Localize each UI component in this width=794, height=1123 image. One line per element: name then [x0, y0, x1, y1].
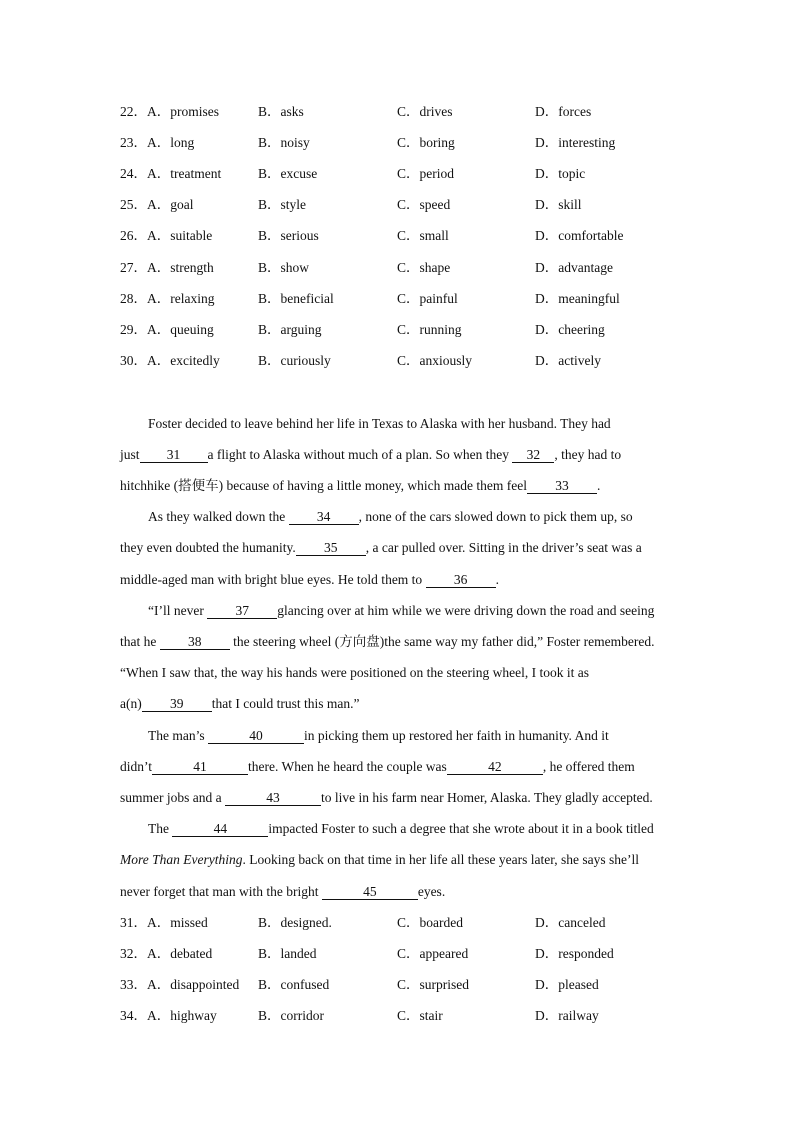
question-number: 29．: [120, 322, 147, 337]
blank-44: 44: [172, 822, 268, 837]
option-a-text: A．promises: [147, 104, 219, 119]
passage-line: [0, 694, 794, 714]
text-segment: a(n): [120, 696, 142, 711]
text-segment: to live in his farm near Homer, Alaska. They gladly accepted.: [320, 790, 653, 805]
option-a-text: A．disappointed: [147, 977, 240, 992]
option-c: C．shape: [397, 260, 451, 275]
option-a-text: A．long: [147, 135, 195, 150]
book-title: More Than Everything: [120, 852, 243, 867]
passage-line: [0, 788, 794, 808]
text-segment: , none of the cars slowed down to pick them up, so: [358, 509, 633, 524]
option-b: B．excuse: [258, 166, 318, 181]
question-number: 33．: [120, 977, 147, 992]
option-a: [120, 289, 214, 309]
option-c: C．period: [397, 166, 454, 181]
blank-34: 34: [289, 510, 359, 525]
option-c: C．boarded: [397, 915, 463, 930]
option-d: D．pleased: [535, 977, 599, 992]
question-options-row: [0, 258, 794, 278]
text-segment: , he offered them: [542, 759, 635, 774]
option-d: D．canceled: [535, 915, 606, 930]
blank-32: 32: [512, 448, 554, 463]
option-b: B．serious: [258, 228, 319, 243]
text-segment: glancing over at him while we were driving down the road and seeing: [277, 603, 655, 618]
option-a-text: A．debated: [147, 946, 213, 961]
passage-text: Foster decided to leave behind her life in Texas to Alaska with her husband. They had: [148, 416, 611, 431]
passage-line: [0, 726, 794, 746]
passage-line: [0, 538, 794, 558]
option-d: D．cheering: [535, 322, 605, 337]
option-b: B．arguing: [258, 322, 322, 337]
passage-text: [148, 507, 633, 527]
text-segment: .: [597, 478, 601, 493]
blank-40: 40: [208, 729, 304, 744]
passage-text: [120, 570, 499, 590]
text-segment: never forget that man with the bright: [120, 884, 319, 899]
passage-line: [0, 601, 794, 621]
option-a-text: A．missed: [147, 915, 208, 930]
passage-text: [148, 601, 654, 621]
option-a: [120, 102, 219, 122]
question-number: 23．: [120, 135, 147, 150]
text-segment: The: [148, 821, 169, 836]
option-d: D．advantage: [535, 260, 613, 275]
text-segment: they even doubted the humanity.: [120, 540, 296, 555]
option-a-text: A．excitedly: [147, 353, 220, 368]
question-options-row: [0, 944, 794, 964]
option-a-text: A．queuing: [147, 322, 214, 337]
text-segment: in picking them up restored her faith in humanity. And it: [304, 728, 609, 743]
option-c: C．small: [397, 228, 449, 243]
option-d: D．interesting: [535, 135, 616, 150]
option-a: [120, 351, 220, 371]
text-segment: . Looking back on that time in her life all these years later, she says she’ll: [242, 852, 639, 867]
passage-line: [0, 882, 794, 902]
option-a: [120, 1006, 217, 1026]
passage-text: [120, 788, 653, 808]
question-options-row: [0, 164, 794, 184]
option-b: B．asks: [258, 104, 304, 119]
question-number: 28．: [120, 291, 147, 306]
text-segment: impacted Foster to such a degree that she wrote about it in a book titled: [268, 821, 654, 836]
option-c: C．running: [397, 322, 462, 337]
passage-text: [120, 757, 635, 777]
question-number: 25．: [120, 197, 147, 212]
blank-35: 35: [296, 541, 366, 556]
question-options-row: [0, 320, 794, 340]
question-number: 22．: [120, 104, 147, 119]
question-options-row: [0, 289, 794, 309]
passage-line: [0, 757, 794, 777]
question-number: 24．: [120, 166, 147, 181]
text-segment: just: [120, 447, 140, 462]
option-c: C．drives: [397, 104, 453, 119]
question-options-row: [0, 351, 794, 371]
text-segment: , a car pulled over. Sitting in the driver’s seat was a: [365, 540, 642, 555]
option-b: B．confused: [258, 977, 330, 992]
option-c: C．surprised: [397, 977, 469, 992]
text-segment: summer jobs and a: [120, 790, 222, 805]
text-segment: the steering wheel (方向盘)the same way my father did,” Foster remembered.: [233, 634, 655, 649]
question-number: 32．: [120, 946, 147, 961]
blank-42: 42: [447, 760, 543, 775]
option-d: D．actively: [535, 353, 601, 368]
text-segment: eyes.: [417, 884, 446, 899]
option-c: C．speed: [397, 197, 451, 212]
passage-line: [0, 663, 794, 683]
blank-37: 37: [207, 604, 277, 619]
option-b: B．beneficial: [258, 291, 334, 306]
question-options-row: [0, 133, 794, 153]
text-segment: there. When he heard the couple was: [248, 759, 447, 774]
option-d: D．responded: [535, 946, 614, 961]
option-a: [120, 133, 194, 153]
option-a: [120, 195, 194, 215]
text-segment: hitchhike (搭便车) because of having a little money, which made them feel: [120, 478, 527, 493]
passage-text: [120, 882, 445, 902]
blank-39: 39: [142, 697, 212, 712]
passage-text: [120, 445, 621, 465]
blank-45: 45: [322, 885, 418, 900]
question-options-row: [0, 226, 794, 246]
option-b: B．curiously: [258, 353, 331, 368]
passage-line: [0, 850, 794, 870]
passage-line: [0, 445, 794, 465]
option-b: B．designed.: [258, 915, 332, 930]
text-segment: “I’ll never: [148, 603, 204, 618]
passage-line: [0, 570, 794, 590]
text-segment: that he: [120, 634, 157, 649]
option-b: B．landed: [258, 946, 317, 961]
option-d: D．topic: [535, 166, 586, 181]
option-b: B．show: [258, 260, 310, 275]
option-a-text: A．relaxing: [147, 291, 215, 306]
passage-text: [120, 850, 639, 870]
option-a: [120, 258, 214, 278]
text-segment: middle-aged man with bright blue eyes. He told them to: [120, 572, 423, 587]
option-d: D．forces: [535, 104, 592, 119]
text-segment: a flight to Alaska without much of a plan. So when they: [207, 447, 509, 462]
blank-41: 41: [152, 760, 248, 775]
passage-line: [0, 632, 794, 652]
blank-33: 33: [527, 479, 597, 494]
option-a: [120, 320, 214, 340]
question-options-row: [0, 195, 794, 215]
passage-line: [0, 507, 794, 527]
blank-36: 36: [426, 573, 496, 588]
question-number: 34．: [120, 1008, 147, 1023]
passage-text: [120, 476, 600, 496]
option-c: C．appeared: [397, 946, 469, 961]
blank-38: 38: [160, 635, 230, 650]
option-a-text: A．suitable: [147, 228, 213, 243]
passage-text: [120, 694, 359, 714]
option-a-text: A．goal: [147, 197, 194, 212]
text-segment: As they walked down the: [148, 509, 286, 524]
question-number: 31．: [120, 915, 147, 930]
option-c: C．stair: [397, 1008, 443, 1023]
option-c: C．painful: [397, 291, 458, 306]
option-c: C．boring: [397, 135, 455, 150]
text-segment: didn’t: [120, 759, 153, 774]
option-a-text: A．strength: [147, 260, 214, 275]
question-number: 26．: [120, 228, 147, 243]
question-options-row: [0, 102, 794, 122]
option-a: [120, 975, 239, 995]
option-c: C．anxiously: [397, 353, 473, 368]
option-a-text: A．highway: [147, 1008, 217, 1023]
passage-text: [148, 819, 654, 839]
option-d: D．meaningful: [535, 291, 620, 306]
blank-43: 43: [225, 791, 321, 806]
blank-31: 31: [140, 448, 208, 463]
option-a: [120, 913, 208, 933]
text-segment: .: [495, 572, 499, 587]
text-segment: that I could trust this man.”: [211, 696, 360, 711]
option-a: [120, 226, 212, 246]
option-b: B．noisy: [258, 135, 310, 150]
option-b: B．style: [258, 197, 307, 212]
passage-text: [148, 726, 609, 746]
passage-line: [0, 414, 794, 434]
passage-text: [120, 632, 654, 652]
option-a-text: A．treatment: [147, 166, 222, 181]
passage-line: [0, 476, 794, 496]
option-a: [120, 944, 212, 964]
question-options-row: [0, 1006, 794, 1026]
passage-text: [120, 538, 642, 558]
option-d: D．comfortable: [535, 228, 624, 243]
question-options-row: [0, 975, 794, 995]
text-segment: , they had to: [554, 447, 622, 462]
option-b: B．corridor: [258, 1008, 324, 1023]
passage-text: “When I saw that, the way his hands were positioned on the steering wheel, I took it as: [120, 665, 589, 680]
text-segment: The man’s: [148, 728, 205, 743]
question-options-row: [0, 913, 794, 933]
option-a: [120, 164, 221, 184]
question-number: 27．: [120, 260, 147, 275]
question-number: 30．: [120, 353, 147, 368]
option-d: D．skill: [535, 197, 582, 212]
passage-line: [0, 819, 794, 839]
option-d: D．railway: [535, 1008, 599, 1023]
